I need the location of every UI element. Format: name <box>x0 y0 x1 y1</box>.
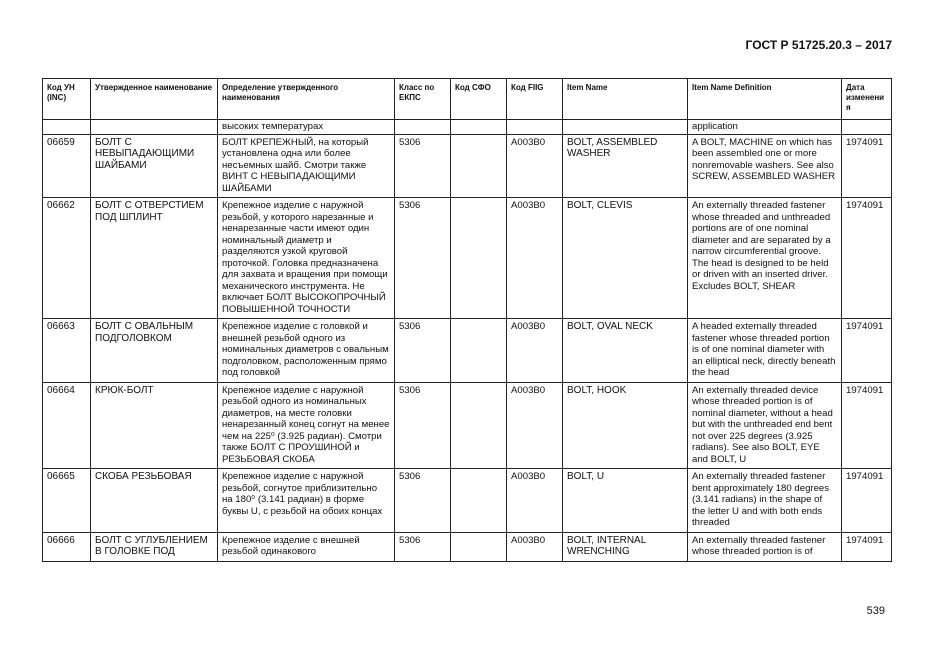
cell-class: 5306 <box>395 382 451 469</box>
cell-name-ru: БОЛТ С УГЛУБЛЕНИЕМ В ГОЛОВКЕ ПОД <box>91 532 218 561</box>
table-row <box>43 134 892 198</box>
table-row <box>43 198 892 319</box>
cell-definition-ru: Крепежное изделие с наружной резьбой, у которого нарезанные и ненарезанные части имеют один номинальный диаметр и разделяются узкой круговой проточкой. Головка предназначена для захвата и вращения при помощи механического инструмента. Не включает БОЛТ ВЫСОКОПРОЧНЫЙ ПОВЫШЕННОЙ ТОЧНОСТИ <box>218 198 395 319</box>
header-class: Класс по ЕКПС <box>395 79 451 120</box>
cell-date: 1974091 <box>842 134 892 198</box>
header-definition-ru: Определение утвержденного наименования <box>218 79 395 120</box>
cell-class: 5306 <box>395 532 451 561</box>
cell-sfo <box>451 198 507 319</box>
cell-definition-en: An externally threaded fastener whose threaded portion is of <box>688 532 842 561</box>
cell-fiig: A003B0 <box>507 532 563 561</box>
cell-item-name: BOLT, INTERNAL WRENCHING <box>563 532 688 561</box>
cell-sfo <box>451 469 507 533</box>
document-standard-header: ГОСТ Р 51725.20.3 – 2017 <box>745 38 892 52</box>
header-sfo: Код СФО <box>451 79 507 120</box>
cell-item-name: BOLT, ASSEMBLED WASHER <box>563 134 688 198</box>
cell-date: 1974091 <box>842 198 892 319</box>
cell-fiig: A003B0 <box>507 469 563 533</box>
header-inc: Код УН (INC) <box>43 79 91 120</box>
cell-name-ru: БОЛТ С НЕВЫПАДАЮЩИМИ ШАЙБАМИ <box>91 134 218 198</box>
header-fiig: Код FIIG <box>507 79 563 120</box>
cell-class: 5306 <box>395 134 451 198</box>
cell-class: 5306 <box>395 469 451 533</box>
header-date: Дата изменения <box>842 79 892 120</box>
cell-inc: 06665 <box>43 469 91 533</box>
cell-class: 5306 <box>395 319 451 383</box>
cell-definition-en: A BOLT, MACHINE on which has been assembled one or more nonremovable washers. See also SCREW, ASSEMBLED WASHER <box>688 134 842 198</box>
cell-date: 1974091 <box>842 319 892 383</box>
cell-fiig: A003B0 <box>507 319 563 383</box>
cell-item-name: BOLT, CLEVIS <box>563 198 688 319</box>
table-row <box>43 382 892 469</box>
cell-item-name: BOLT, HOOK <box>563 382 688 469</box>
cell-sfo <box>451 382 507 469</box>
cell-definition-ru: БОЛТ КРЕПЕЖНЫЙ, на который установлена одна или более несъемных шайб. Смотри также ВИНТ С НЕВЫПАДАЮЩИМИ ШАЙБАМИ <box>218 134 395 198</box>
cell-item-name: BOLT, OVAL NECK <box>563 319 688 383</box>
cell-definition-ru: Крепежное изделие с наружной резьбой, согнутое приблизительно на 180⁰ (3.141 радиан) в форме буквы U, с резьбой на обоих концах <box>218 469 395 533</box>
cell-inc: 06662 <box>43 198 91 319</box>
cell-definition-ru: Крепежное изделие с наружной резьбой одного из номинальных диаметров, на месте головки ненарезанный конец согнут на менее чем на 225⁰ (3.925 радиан). Смотри также БОЛТ С ПРОУШИНОЙ и РЕЗЬБОВАЯ СКОБА <box>218 382 395 469</box>
cell-date: 1974091 <box>842 532 892 561</box>
cell-name-ru: БОЛТ С ОВАЛЬНЫМ ПОДГОЛОВКОМ <box>91 319 218 383</box>
table-header-row <box>43 79 892 120</box>
cell-inc: 06664 <box>43 382 91 469</box>
cell-definition-en: An externally threaded fastener bent approximately 180 degrees (3.141 radians) in the shape of the letter U and with both ends threaded <box>688 469 842 533</box>
cell-sfo <box>451 319 507 383</box>
cell-name-ru: КРЮК-БОЛТ <box>91 382 218 469</box>
cell-inc: 06666 <box>43 532 91 561</box>
table-row-continuation <box>43 120 892 135</box>
cell-fiig: A003B0 <box>507 198 563 319</box>
cell-sfo <box>451 134 507 198</box>
cell-inc: 06659 <box>43 134 91 198</box>
header-name-ru: Утвержденное наименование <box>91 79 218 120</box>
cell-definition-en: An externally threaded fastener whose threaded and unthreaded portions are of one nominal diameter and are separated by a narrow circumferential groove. The head is designed to be held or driven with an inserted driver. Excludes BOLT, SHEAR <box>688 198 842 319</box>
cell-sfo <box>451 532 507 561</box>
table-row <box>43 469 892 533</box>
cell-definition-en: A headed externally threaded fastener whose threaded portion is of one nominal diameter with an elliptical neck, directly beneath the head <box>688 319 842 383</box>
cell-name-ru: СКОБА РЕЗЬБОВАЯ <box>91 469 218 533</box>
cell-date: 1974091 <box>842 382 892 469</box>
cell-definition-en: application <box>688 120 842 135</box>
header-item-definition: Item Name Definition <box>688 79 842 120</box>
cell-class: 5306 <box>395 198 451 319</box>
page-number: 539 <box>866 605 885 617</box>
cell-fiig: A003B0 <box>507 134 563 198</box>
cell-definition-ru: высоких температурах <box>218 120 395 135</box>
cell-definition-ru: Крепежное изделие с головкой и внешней резьбой одного из номинальных диаметров с овальным подголовком, расположенным прямо под головкой <box>218 319 395 383</box>
cell-fiig: A003B0 <box>507 382 563 469</box>
header-item-name: Item Name <box>563 79 688 120</box>
cell-inc: 06663 <box>43 319 91 383</box>
table-row <box>43 319 892 383</box>
cell-item-name: BOLT, U <box>563 469 688 533</box>
cell-definition-ru: Крепежное изделие с внешней резьбой одинакового <box>218 532 395 561</box>
cell-definition-en: An externally threaded device whose threaded portion is of nominal diameter, without a head but with the unthreaded end bent not over 225 degrees (3.925 radians). See also BOLT, EYE and BOLT, U <box>688 382 842 469</box>
table-row <box>43 532 892 561</box>
catalog-table <box>42 78 892 562</box>
cell-date: 1974091 <box>842 469 892 533</box>
cell-name-ru: БОЛТ С ОТВЕРСТИЕМ ПОД ШПЛИНТ <box>91 198 218 319</box>
